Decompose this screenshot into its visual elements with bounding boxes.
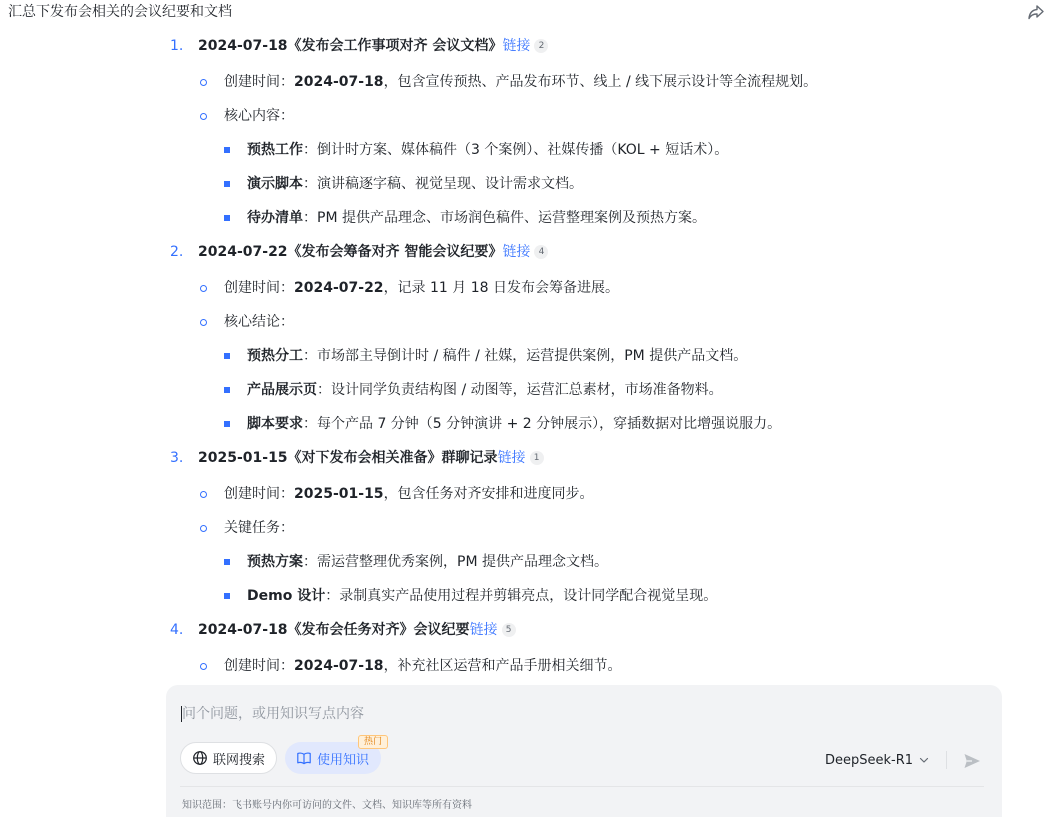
source-link[interactable]: 链接 [502,244,531,260]
created-label: 创建时间： [224,486,294,502]
list-item [170,240,548,264]
list-item [222,584,717,608]
item-title: 2024-07-18《发布会任务对齐》会议纪要 [198,622,470,638]
point-label: 待办清单 [247,210,303,226]
list-item [198,482,594,506]
created-label: 创建时间： [224,280,294,296]
created-label: 创建时间： [224,74,294,90]
section-label: 核心结论： [224,314,294,330]
list-item [198,654,622,678]
model-label: DeepSeek-R1 [825,752,914,768]
source-link[interactable]: 链接 [502,38,531,54]
source-link[interactable]: 链接 [469,622,498,638]
composer-divider [180,786,984,787]
point-text: ：录制真实产品使用过程并剪辑亮点，设计同学配合视觉呈现。 [325,588,718,604]
page-title: 汇总下发布会相关的会议纪要和文档 [8,4,232,20]
list-item [198,276,619,300]
knowledge-scope-text: 知识范围：飞书账号内你可访问的文件、文档、知识库等所有资料 [182,800,472,811]
point-label: 产品展示页 [247,382,317,398]
item-title: 2025-01-15《对下发布会相关准备》群聊记录 [198,450,498,466]
hot-badge: 热门 [358,735,388,749]
square-bullet-icon [224,147,230,153]
square-bullet-icon [224,215,230,221]
list-item [222,378,723,402]
list-number: 4. [170,622,184,638]
created-date: 2024-07-22 [294,280,384,296]
list-item [170,618,516,642]
list-number: 1. [170,38,184,54]
globe-icon [192,750,208,766]
point-text: ：市场部主导倒计时 / 稿件 / 社媒，运营提供案例，PM 提供产品文档。 [303,348,748,364]
point-text: ：需运营整理优秀案例，PM 提供产品理念文档。 [303,554,608,570]
point-label: 脚本要求 [247,416,303,432]
point-label: 预热工作 [247,142,303,158]
list-item [222,138,728,162]
point-text: ：每个产品 7 分钟（5 分钟演讲 + 2 分钟展示），穿插数据对比增强说服力。 [303,416,782,432]
created-detail: ，包含宣传预热、产品发布环节、线上 / 线下展示设计等全流程规划。 [383,74,818,90]
reference-badge[interactable]: 5 [502,623,516,637]
list-item [222,412,781,436]
point-text: ：倒计时方案、媒体稿件（3 个案例）、社媒传播（KOL + 短话术）。 [303,142,729,158]
created-detail: ，补充社区运营和产品手册相关细节。 [383,658,622,674]
list-item [222,344,747,368]
created-detail: ，包含任务对齐安排和进度同步。 [383,486,594,502]
list-item [198,70,817,94]
circle-bullet-icon [200,79,207,86]
list-item [222,172,583,196]
list-item [222,550,608,574]
reference-badge[interactable]: 2 [534,39,548,53]
created-date: 2025-01-15 [294,486,384,502]
list-item [170,34,548,58]
circle-bullet-icon [200,319,207,326]
point-text: ：设计同学负责结构图 / 动图等，运营汇总素材，市场准备物料。 [317,382,723,398]
square-bullet-icon [224,421,230,427]
model-selector[interactable] [825,749,930,771]
created-date: 2024-07-18 [294,658,384,674]
square-bullet-icon [224,593,230,599]
square-bullet-icon [224,559,230,565]
web-search-button[interactable] [180,742,277,774]
item-title: 2024-07-22《发布会筹备对齐 智能会议纪要》 [198,244,503,260]
created-label: 创建时间： [224,658,294,674]
point-label: 演示脚本 [247,176,303,192]
chevron-down-icon [918,754,930,766]
list-item [198,310,294,334]
reference-badge[interactable]: 4 [534,245,548,259]
composer [166,685,1002,817]
circle-bullet-icon [200,285,207,292]
list-item [222,206,706,230]
send-icon[interactable] [962,751,982,771]
point-text: ：演讲稿逐字稿、视觉呈现、设计需求文档。 [303,176,583,192]
source-link[interactable]: 链接 [497,450,526,466]
list-number: 3. [170,450,184,466]
list-item [170,446,544,470]
point-label: Demo 设计 [247,588,326,604]
circle-bullet-icon [200,663,207,670]
square-bullet-icon [224,181,230,187]
point-text: ：PM 提供产品理念、市场润色稿件、运营整理案例及预热方案。 [303,210,706,226]
circle-bullet-icon [200,491,207,498]
web-search-label: 联网搜索 [213,752,266,768]
circle-bullet-icon [200,113,207,120]
use-knowledge-label: 使用知识 [317,752,370,768]
created-date: 2024-07-18 [294,74,384,90]
item-title: 2024-07-18《发布会工作事项对齐 会议文档》 [198,38,503,54]
square-bullet-icon [224,353,230,359]
reference-badge[interactable]: 1 [530,451,544,465]
point-label: 预热方案 [247,554,303,570]
prompt-input[interactable]: 问个问题，或用知识写点内容 [182,706,364,722]
book-icon [296,750,312,766]
toolbar-divider [946,751,947,769]
point-label: 预热分工 [247,348,303,364]
section-label: 核心内容： [224,108,294,124]
circle-bullet-icon [200,525,207,532]
list-number: 2. [170,244,184,260]
square-bullet-icon [224,387,230,393]
list-item [198,516,294,540]
section-label: 关键任务： [224,520,294,536]
created-detail: ，记录 11 月 18 日发布会筹备进展。 [383,280,619,296]
list-item [198,104,294,128]
